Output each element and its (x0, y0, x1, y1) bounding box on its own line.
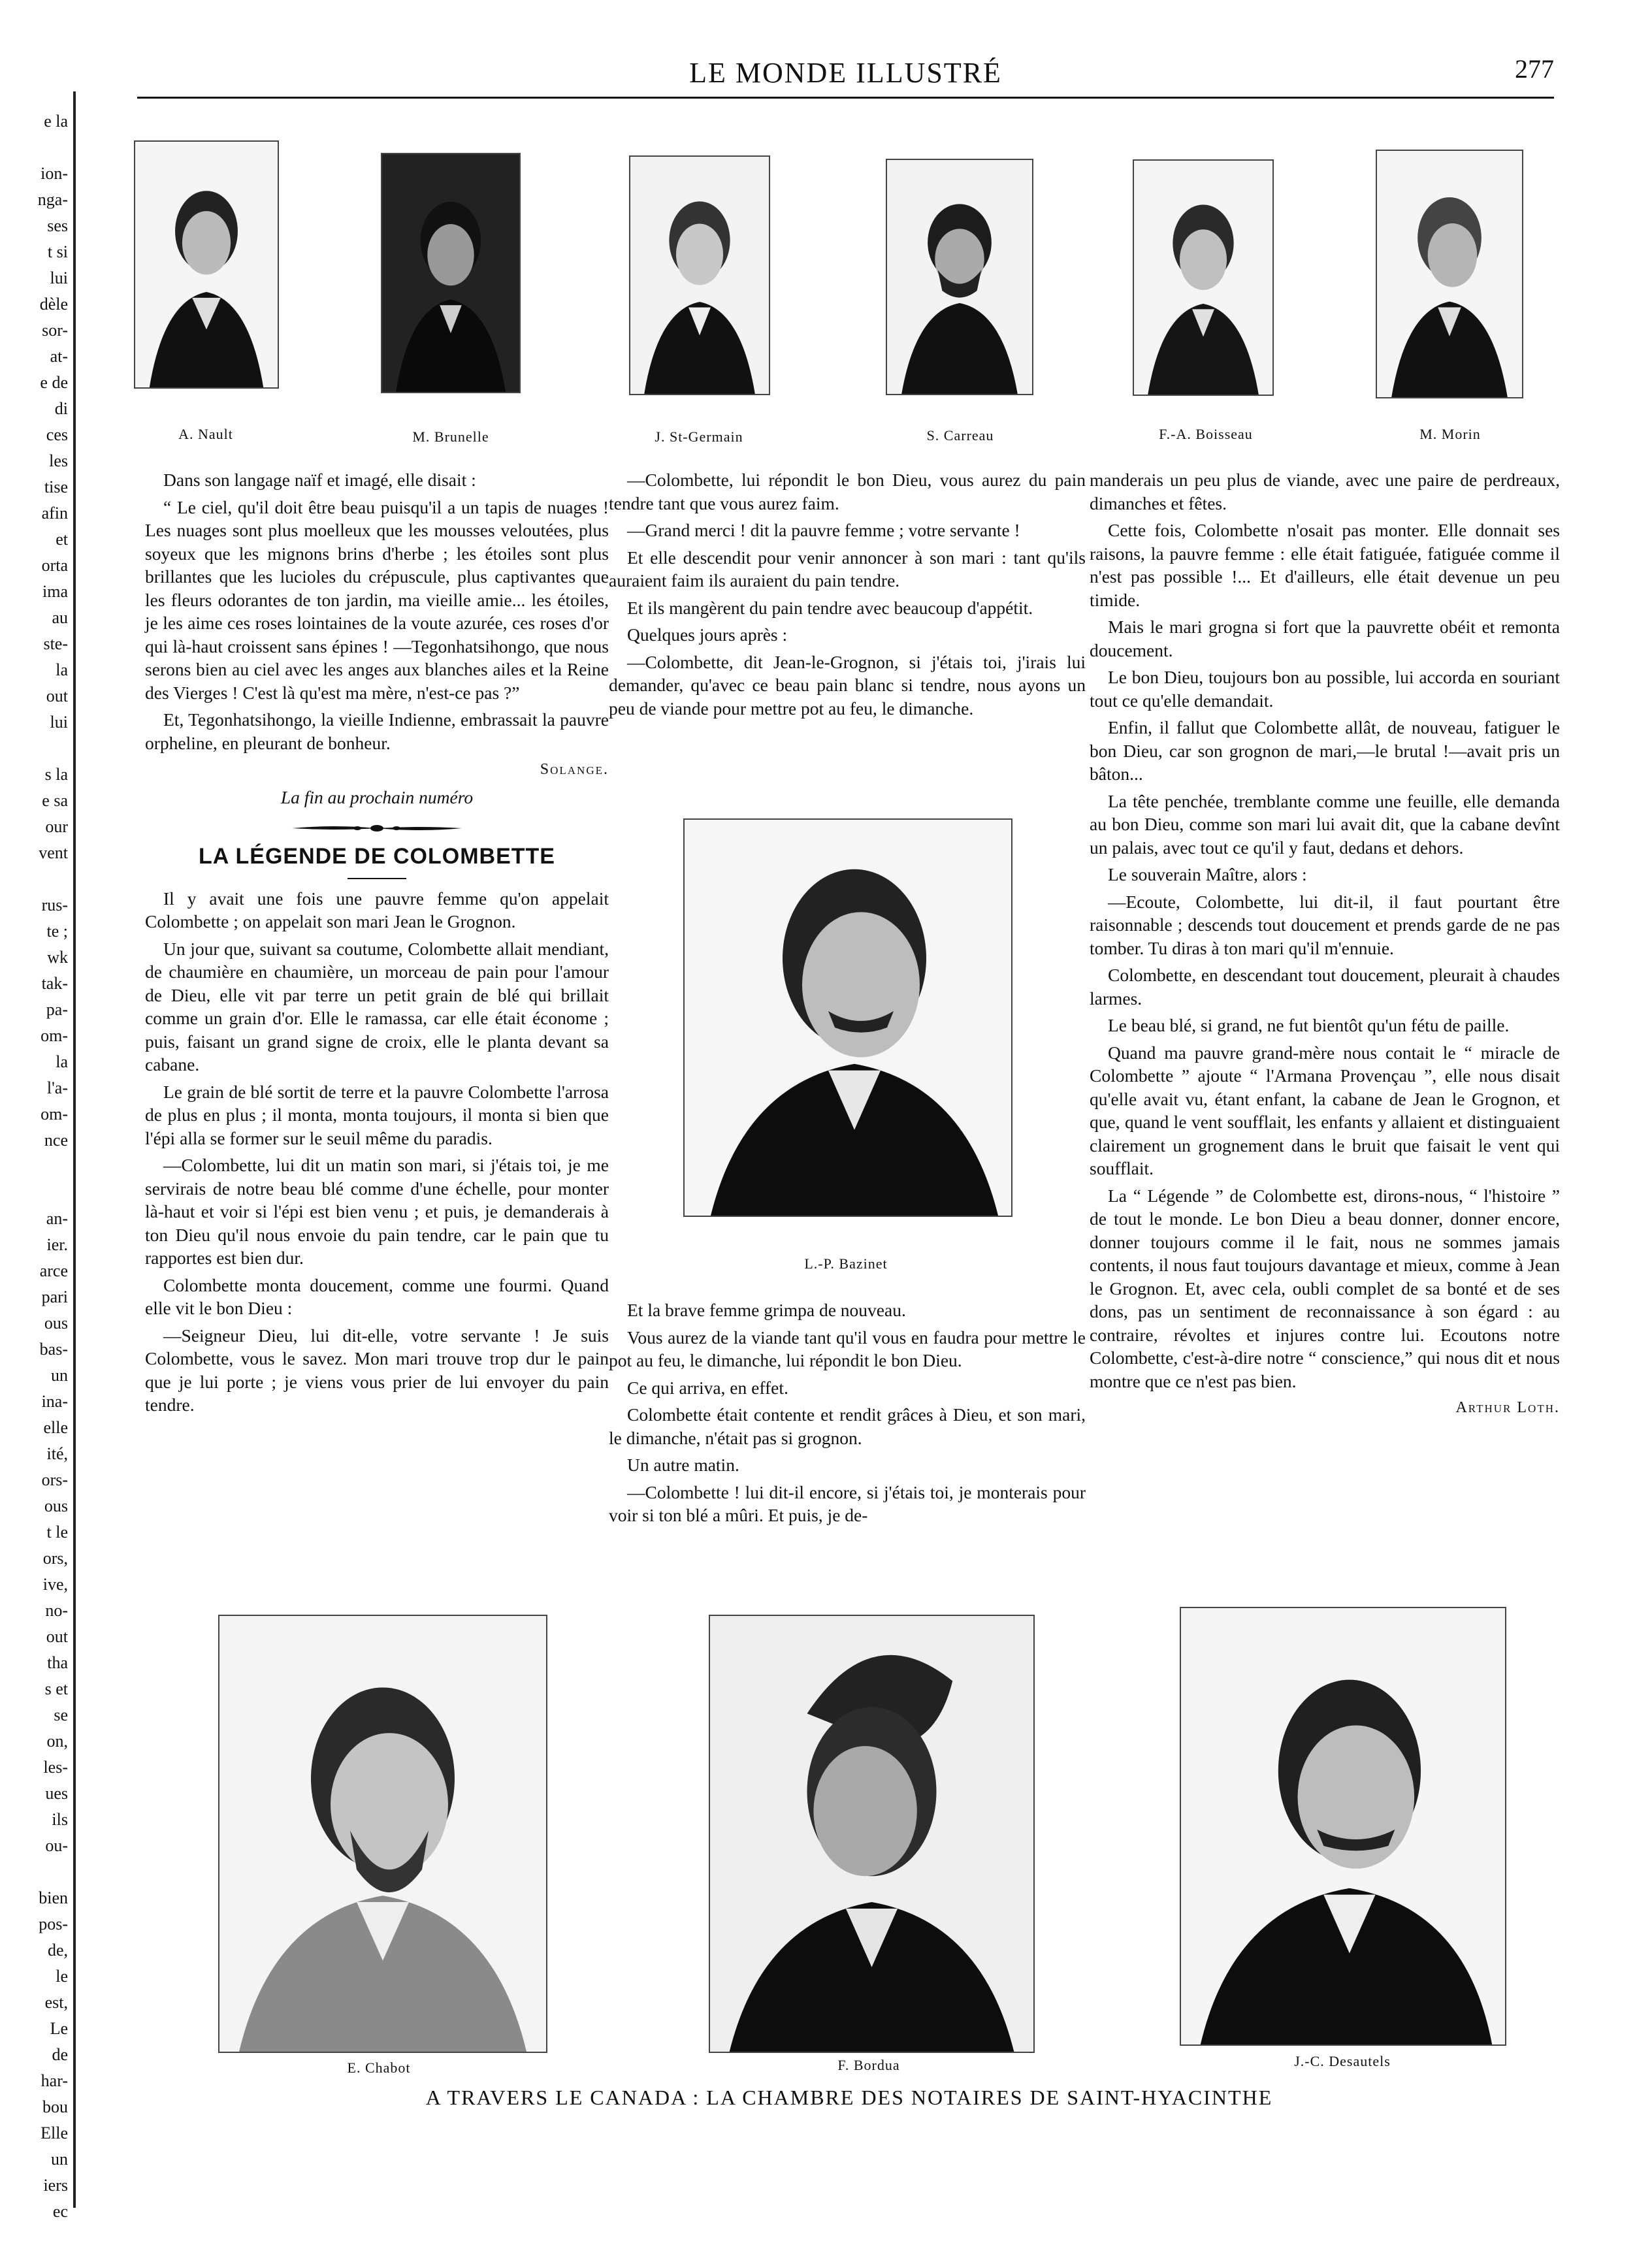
portrait-a-nault (134, 140, 279, 389)
caption-j-c-desautels: J.-C. Desautels (1294, 2053, 1391, 2069)
story-paragraph: Le beau blé, si grand, ne fut bientôt qu'un fétu de paille. (1108, 1015, 1510, 1035)
margin-fragment: our (45, 817, 68, 836)
story-paragraph: Colombette était contente et rendit grâces à Dieu, et son mari, le dimanche, n'était pas si grognon. (609, 1404, 1086, 1448)
caption-f-a-boisseau: F.-A. Boisseau (1159, 426, 1253, 442)
margin-fragment: vent (39, 843, 68, 862)
margin-fragment: ive, (42, 1575, 68, 1594)
margin-fragment: les- (43, 1758, 68, 1777)
margin-fragment: nga- (37, 190, 68, 209)
caption-a-nault: A. Nault (178, 426, 233, 442)
margin-fragment: de (52, 2045, 68, 2064)
story-paragraph: Et la brave femme grimpa de nouveau. (627, 1300, 906, 1320)
story-paragraph: La tête penchée, tremblante comme une feuille, elle demanda au bon Dieu, comme son mari lui avait dit, que la cabane devînt un palais, avec tout ce qu'il y faut, dedans et dehors. (1090, 790, 1560, 858)
feature-title: A TRAVERS LE CANADA : LA CHAMBRE DES NOTAIRES DE SAINT-HYACINTHE (425, 2086, 1273, 2109)
margin-fragment: ils (52, 1810, 68, 1829)
story-paragraph: Et ils mangèrent du pain tendre avec beaucoup d'appétit. (627, 597, 1033, 618)
story-paragraph: Cette fois, Colombette n'osait pas monter. Elle donnait ses raisons, la pauvre femme : elle était fatiguée, fatiguée comme il n'est pas possible !... Et d'ailleurs, elle était devenue un peu timide. (1090, 520, 1560, 610)
margin-fragment: bou (42, 2097, 68, 2116)
margin-fragment: tak- (41, 974, 68, 993)
column-2-top (609, 468, 1086, 724)
margin-fragment: ité, (46, 1444, 68, 1463)
story-paragraph: —Colombette, lui répondit le bon Dieu, vous aurez du pain tendre tant que vous aurez faim. (609, 470, 1086, 513)
column-3 (1090, 468, 1560, 1424)
caption-m-morin: M. Morin (1419, 426, 1481, 442)
margin-fragment: e la (44, 112, 68, 131)
margin-fragment: nce (44, 1131, 68, 1150)
margin-fragment: e sa (42, 791, 68, 810)
margin-fragment: t le (46, 1523, 68, 1542)
left-margin-bleed (0, 0, 78, 2245)
margin-fragment: pa- (46, 1000, 68, 1019)
margin-fragment: de, (47, 1941, 68, 1960)
margin-fragment: iers (43, 2176, 68, 2195)
margin-fragment: har- (40, 2071, 68, 2090)
caption-f-bordua: F. Bordua (837, 2057, 900, 2073)
portrait-m-brunelle (381, 153, 521, 393)
story-paragraph: Ce qui arriva, en effet. (627, 1377, 788, 1398)
story-paragraph: La “ Légende ” de Colombette est, dirons-nous, “ l'histoire ” de tout le monde. Le bon Dieu a beau donner, donner encore, donner toujours comme il le fait, nous ne sommes jamais contents, il nous faut toujours davantage et mieux, comme à Jean le Grognon. Et, avec cela, oubli complet de sa bonté et de ses dons, pas un sentiment de reconnaissance à son égard : au contraire, révoltes et injures contre lui. Ecoutons notre Colombette, c'est-à-dire notre “ conscience,” qui nous dit et nous montre que ce n'est pas bien. (1090, 1185, 1560, 1391)
caption-s-carreau: S. Carreau (926, 427, 994, 444)
margin-fragment: sor- (42, 321, 68, 340)
margin-fragment: lui (50, 713, 68, 732)
margin-fragment: on, (46, 1732, 68, 1751)
publication-title: LE MONDE ILLUSTRÉ (689, 57, 1002, 89)
margin-fragment: l'a- (46, 1078, 68, 1097)
story-paragraph: —Grand merci ! dit la pauvre femme ; votre servante ! (627, 520, 1020, 540)
portrait-m-morin (1376, 150, 1523, 398)
margin-fragment: ier. (46, 1235, 68, 1254)
margin-fragment: dèle (39, 295, 68, 314)
margin-fragment: les (49, 451, 68, 470)
margin-fragment: ou- (45, 1836, 68, 1855)
margin-fragment: la (56, 660, 68, 679)
story-paragraph: Vous aurez de la viande tant qu'il vous en faudra pour mettre le pot au feu, le dimanche, lui répondit le bon Dieu. (609, 1327, 1086, 1370)
margin-fragment: bien (39, 1888, 68, 1907)
margin-fragment: om- (40, 1105, 68, 1123)
margin-fragment: Le (50, 2019, 68, 2038)
story-paragraph: —Colombette, dit Jean-le-Grognon, si j'étais toi, j'irais lui demander, qu'avec ce beau pain blanc si tendre, nous ayons un peu de viande pour mettre pot au feu, le dimanche. (609, 651, 1086, 719)
portrait-l-p-bazinet (683, 818, 1012, 1217)
intro-paragraph: “ Le ciel, qu'il doit être beau puisqu'il a un tapis de nuages ! Les nuages sont plus moelleux que les mousses veloutées, plus soyeux que les mignons brins d'herbe ; les étoiles sont plus brillantes que les lucioles du crépuscule, plus captivantes que les fleurs odorantes de ton jardin, ma vieille amie... les étoiles, je les aime ces roses lointaines de la voute azurée, ces roses d'or qui là-haut croissent sans épines ! —Tegonhatsihongo, que nous serons bien au ciel avec les anges aux blanches ailes et la Reine des Vierges ! C'est là qu'est ma mère, n'est-ce pas ?” (145, 496, 609, 703)
margin-fragment: bas- (39, 1340, 68, 1359)
margin-fragment: di (54, 399, 68, 418)
margin-rule (73, 91, 76, 2208)
article-heading: LA LÉGENDE DE COLOMBETTE (199, 844, 555, 869)
margin-fragment: an- (46, 1209, 68, 1228)
margin-fragment: no- (45, 1601, 68, 1620)
margin-fragment: un (51, 2150, 68, 2169)
story-paragraph: Quelques jours après : (627, 624, 788, 645)
ornament-divider (292, 823, 462, 833)
margin-fragment: s la (44, 765, 68, 784)
margin-fragment: afin (41, 504, 68, 523)
portrait-f-bordua (709, 1615, 1035, 2053)
margin-fragment: at- (50, 347, 68, 366)
margin-fragment: le (56, 1967, 68, 1986)
margin-fragment: ina- (41, 1392, 68, 1411)
story-paragraph: Un autre matin. (627, 1455, 739, 1475)
story-paragraph: Le souverain Maître, alors : (1108, 864, 1307, 884)
story-paragraph: Et elle descendit pour venir annoncer à son mari : tant qu'ils auraient faim ils auraient du pain tendre. (609, 547, 1086, 590)
margin-fragment: ues (45, 1784, 68, 1803)
story-paragraph: Enfin, il fallut que Colombette allât, de nouveau, fatiguer le bon Dieu, car son grognon de mari,—le brutal !—avait pris un bâton... (1090, 717, 1560, 784)
story-paragraph: —Colombette ! lui dit-il encore, si j'étais toi, je monterais pour voir si ton blé a mûri. Et puis, je de- (609, 1481, 1086, 1525)
story-paragraph: Quand ma pauvre grand-mère nous contait le “ miracle de Colombette ” ajoute “ l'Armana Provençau ”, elle nous disait qu'elle avait vu, étant enfant, la cabane de Jean le Grognon, et que, quand le vent soufflait, les enfants y allaient et distinguaient clairement un grognement dans le bruit que faisait le vent qui soufflait. (1090, 1042, 1560, 1178)
margin-fragment: au (52, 608, 68, 627)
intro-paragraph: Et, Tegonhatsihongo, la vieille Indienne, embrassait la pauvre orpheline, en pleurant de bonheur. (145, 709, 609, 753)
margin-fragment: om- (40, 1026, 68, 1045)
story-paragraph: Il y avait une fois une pauvre femme qu'on appelait Colombette ; on appelait son mari Jean le Grognon. (145, 888, 609, 931)
story-paragraph: manderais un peu plus de viande, avec une paire de perdreaux, dimanches et fêtes. (1090, 470, 1560, 513)
portrait-f-a-boisseau (1133, 159, 1274, 396)
margin-fragment: ous (44, 1314, 68, 1332)
margin-fragment: t si (47, 242, 68, 261)
story-paragraph: —Seigneur Dieu, lui dit-elle, votre servante ! Je suis Colombette, vous le savez. Mon mari trouve trop dur le pain que je lui porte ; je viens vous prier de lui envoyer du pain tendre. (145, 1325, 609, 1415)
masthead (137, 56, 1554, 95)
margin-fragment: tise (44, 477, 68, 496)
continued-notice: La fin au prochain numéro (280, 786, 474, 807)
signature-solange: Solange. (540, 761, 609, 778)
story-paragraph: Colombette, en descendant tout doucement, pleurait à chaudes larmes. (1090, 965, 1560, 1009)
portrait-e-chabot (218, 1615, 547, 2053)
margin-fragment: et (56, 530, 68, 549)
margin-fragment: ima (42, 582, 68, 601)
margin-fragment: tha (47, 1653, 68, 1672)
column-1 (145, 468, 609, 1421)
intro-paragraph: Dans son langage naïf et imagé, elle disait : (163, 470, 476, 490)
margin-fragment: rus- (41, 896, 68, 914)
margin-fragment: la (56, 1052, 68, 1071)
margin-fragment: elle (43, 1418, 68, 1437)
masthead-rule (137, 97, 1554, 99)
story-paragraph: Un jour que, suivant sa coutume, Colombette allait mendiant, de chaumière en chaumière, un morceau de pain pour l'amour de Dieu, elle vit par terre un petit grain de blé qui brillait comme un grain d'or. Elle le ramassa, car elle était économe ; puis, faisant un grand signe de croix, elle le planta devant sa cabane. (145, 938, 609, 1074)
caption-l-p-bazinet: L.-P. Bazinet (804, 1255, 888, 1272)
story-paragraph: Mais le mari grogna si fort que la pauvrette obéit et remonta doucement. (1090, 617, 1560, 660)
caption-e-chabot: E. Chabot (347, 2059, 411, 2076)
margin-fragment: te ; (46, 922, 68, 941)
margin-fragment: est, (44, 1993, 68, 2012)
margin-fragment: Elle (40, 2124, 68, 2142)
margin-fragment: e de (40, 373, 68, 392)
story-paragraph: Colombette monta doucement, comme une fourmi. Quand elle vit le bon Dieu : (145, 1274, 609, 1318)
margin-fragment: ors- (41, 1470, 68, 1489)
story-paragraph: —Colombette, lui dit un matin son mari, si j'étais toi, je me servirais de notre beau blé comme d'une échelle, pour monter là-haut et voir si l'épi est bien venu ; et puis, je demanderais à ton Dieu qu'il nous envoie du pain tendre, car le pain que tu rapportes est bien dur. (145, 1155, 609, 1268)
portrait-j-st-germain (629, 155, 770, 395)
margin-fragment: un (51, 1366, 68, 1385)
margin-fragment: ses (47, 216, 68, 235)
portrait-s-carreau (886, 159, 1033, 395)
margin-fragment: ces (46, 425, 68, 444)
margin-fragment: ors, (42, 1549, 68, 1568)
column-2-bottom (609, 1299, 1086, 1531)
margin-fragment: orta (41, 556, 68, 575)
margin-fragment: out (46, 686, 68, 705)
story-paragraph: Le bon Dieu, toujours bon au possible, lui accorda en souriant tout ce qu'elle demandait. (1090, 667, 1560, 711)
margin-fragment: se (54, 1705, 68, 1724)
portrait-j-c-desautels (1180, 1607, 1506, 2046)
margin-fragment: arce (39, 1261, 68, 1280)
story-paragraph: Le grain de blé sortit de terre et la pauvre Colombette l'arrosa de plus en plus ; il monta, monta toujours, il monta si bien que l'épi alla se former sur le seuil même du paradis. (145, 1081, 609, 1148)
margin-fragment: s et (44, 1679, 68, 1698)
page-number: 277 (1515, 54, 1554, 84)
margin-fragment: lui (50, 268, 68, 287)
margin-fragment: ec (52, 2202, 68, 2221)
heading-rule (348, 878, 406, 879)
margin-fragment: wk (47, 948, 68, 967)
signature-arthur-loth: Arthur Loth. (1455, 1399, 1560, 1416)
margin-fragment: ste- (43, 634, 68, 653)
margin-fragment: ion- (40, 164, 68, 183)
margin-fragment: pos- (39, 1914, 68, 1933)
margin-fragment: out (46, 1627, 68, 1646)
story-paragraph: —Ecoute, Colombette, lui dit-il, il faut pourtant être raisonnable ; descends tout doucement et prends garde de ne pas tomber. Tu diras à ton mari qu'il m'ennuie. (1090, 891, 1560, 958)
caption-m-brunelle: M. Brunelle (412, 428, 489, 445)
margin-fragment: ous (44, 1496, 68, 1515)
margin-fragment: pari (41, 1287, 68, 1306)
caption-j-st-germain: J. St-Germain (655, 428, 743, 445)
